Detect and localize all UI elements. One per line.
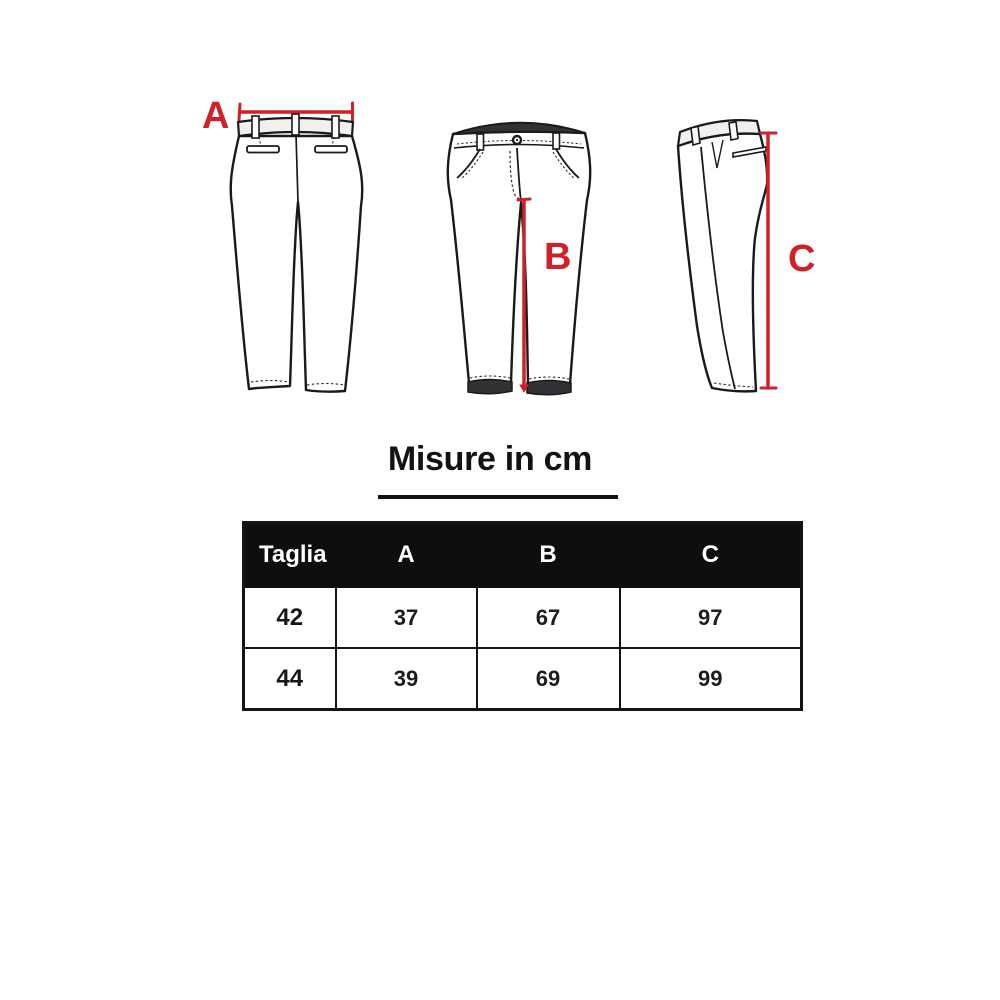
belt-loop [252, 116, 259, 138]
column-header-c: C [620, 523, 802, 588]
pants-side-view-drawing [678, 120, 776, 391]
belt-loop [729, 122, 738, 140]
title-underline [378, 495, 618, 499]
side-body-outline [678, 134, 767, 392]
measurement-cell-b: 69 [477, 648, 620, 710]
back-pocket-welt [315, 146, 347, 153]
section-title: Misure in cm [387, 440, 593, 478]
measurement-cell-a: 39 [336, 648, 477, 710]
leg-hem [468, 380, 512, 394]
back-pocket-welt [247, 146, 279, 153]
front-waistband-inner [453, 123, 585, 134]
belt-loop [332, 116, 339, 138]
size-row-42 [244, 587, 802, 648]
size-table [242, 521, 803, 711]
size-cell: 42 [244, 587, 336, 648]
belt-loop [553, 133, 560, 149]
belt-loop [292, 114, 299, 135]
size-row-44 [244, 648, 802, 710]
measurement-label-b: B [544, 236, 572, 278]
belt-loop [477, 134, 484, 150]
belt-loop [691, 127, 700, 146]
measurement-cell-b: 67 [477, 587, 620, 648]
measurement-label-a: A [202, 95, 230, 137]
leg-hem [527, 381, 571, 395]
size-table-header-row [244, 523, 802, 588]
column-header-taglia: Taglia [244, 523, 336, 588]
size-cell: 44 [244, 648, 336, 710]
pants-measurement-illustration [0, 0, 1000, 430]
measurement-label-c: C [788, 238, 816, 280]
measurement-cell-a: 37 [336, 587, 477, 648]
column-header-b: B [477, 523, 620, 588]
measurement-cell-c: 99 [620, 648, 802, 710]
pants-back-view-drawing [231, 103, 363, 392]
measurement-cell-c: 97 [620, 587, 802, 648]
column-header-a: A [336, 523, 477, 588]
